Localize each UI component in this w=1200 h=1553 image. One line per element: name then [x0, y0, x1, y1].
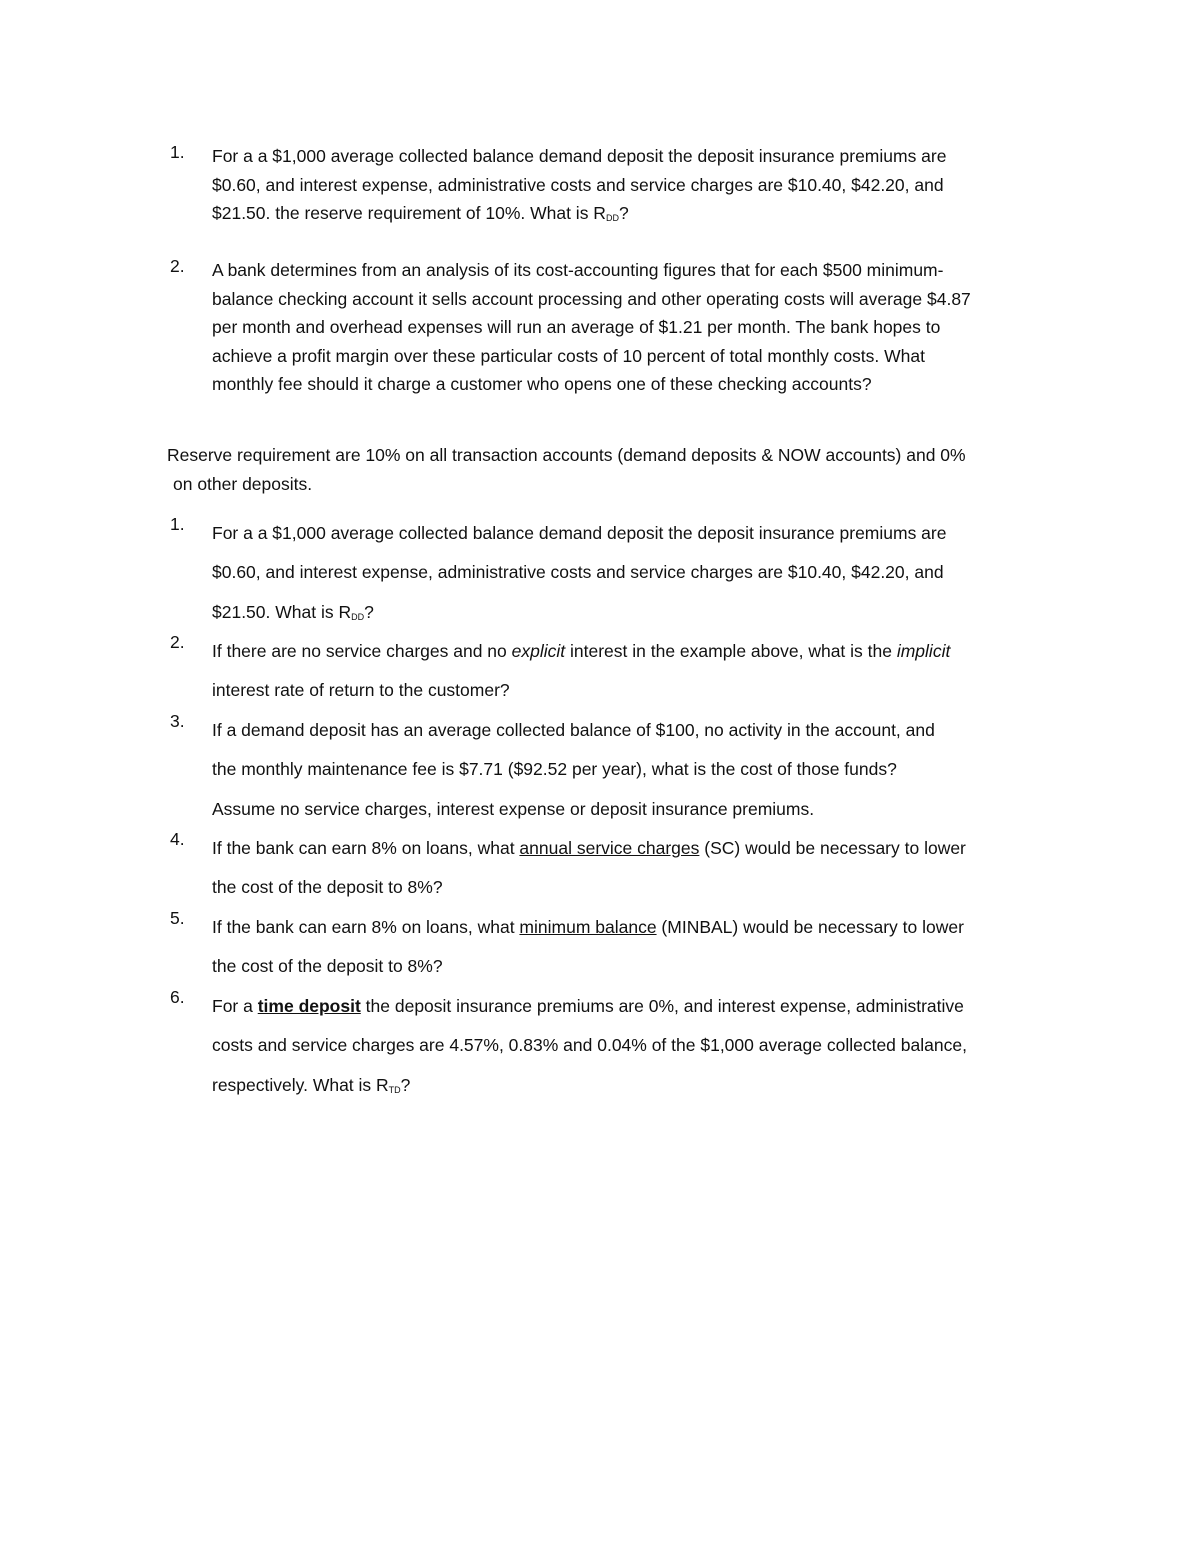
question-line [212, 829, 1072, 868]
paragraph-line: on other deposits. [173, 474, 313, 494]
question-text [212, 142, 1072, 231]
question-text [212, 711, 1072, 829]
question-line [212, 987, 1072, 1026]
question-line: the cost of the deposit to 8%? [212, 956, 443, 977]
question-number: 4. [170, 829, 185, 849]
question-line: monthly fee should it charge a customer who opens one of these checking accounts? [212, 374, 872, 394]
question-line: $0.60, and interest expense, administrative costs and service charges are $10.40, $42.20, and [212, 174, 944, 195]
question-line [212, 199, 1072, 231]
question-number: 2. [170, 256, 185, 276]
question-line-text: (SC) would be necessary to lower [699, 838, 966, 858]
question-line: For a a $1,000 average collected balance demand deposit the deposit insurance premiums are [212, 523, 947, 543]
bold-underlined-term: time deposit [257, 996, 361, 1016]
question-line-text: $21.50. What is R [212, 601, 352, 622]
subscript: DD [605, 213, 619, 223]
underlined-term: minimum balance [519, 917, 657, 937]
question-line: the monthly maintenance fee is $7.71 ($92.52 per year), what is the cost of those funds? [212, 759, 897, 780]
question-line-text: the deposit insurance premiums are 0%, and interest expense, administrative [360, 996, 964, 1016]
question-line [212, 593, 1072, 635]
question-number: 6. [170, 987, 185, 1007]
question-line-text: For a [212, 996, 258, 1016]
question-line-text: If the bank can earn 8% on loans, what [212, 917, 520, 937]
question-text [212, 632, 1072, 711]
question-text [212, 908, 1072, 987]
question-line-text: respectively. What is R [212, 1074, 389, 1095]
reserve-requirement-paragraph [167, 441, 1067, 499]
subscript: TD [388, 1084, 401, 1095]
question-line [212, 908, 1072, 947]
emphasis-implicit: implicit [896, 641, 951, 661]
question-line: balance checking account it sells account processing and other operating costs will average $4.87 [212, 288, 971, 309]
question-line-text: If there are no service charges and no [212, 641, 512, 661]
underlined-term: annual service charges [519, 838, 700, 858]
question-line-text: $21.50. the reserve requirement of 10%. What is R [212, 203, 606, 223]
question-number: 3. [170, 711, 185, 731]
question-number: 1. [170, 514, 185, 534]
question-mark: ? [618, 203, 629, 223]
subscript: DD [351, 611, 365, 622]
question-line: A bank determines from an analysis of its cost-accounting figures that for each $500 minimum- [212, 260, 944, 280]
question-line: per month and overhead expenses will run an average of $1.21 per month. The bank hopes to [212, 317, 941, 337]
question-line: For a a $1,000 average collected balance demand deposit the deposit insurance premiums are [212, 146, 947, 166]
question-line: the cost of the deposit to 8%? [212, 877, 443, 898]
question-number: 1. [170, 142, 185, 162]
question-text [212, 987, 1072, 1108]
question-line: achieve a profit margin over these particular costs of 10 percent of total monthly costs. What [212, 345, 925, 366]
question-line: $0.60, and interest expense, administrative costs and service charges are $10.40, $42.20, and [212, 562, 944, 583]
question-number: 2. [170, 632, 185, 652]
question-line: costs and service charges are 4.57%, 0.83% and 0.04% of the $1,000 average collected balance, [212, 1035, 967, 1056]
question-text [212, 256, 1072, 399]
question-mark: ? [364, 601, 374, 622]
question-line: Assume no service charges, interest expense or deposit insurance premiums. [212, 798, 815, 819]
question-number: 5. [170, 908, 185, 928]
question-mark: ? [400, 1074, 411, 1095]
question-line-text: If the bank can earn 8% on loans, what [212, 838, 520, 858]
question-line-text: (MINBAL) would be necessary to lower [656, 917, 964, 937]
question-text [212, 829, 1072, 908]
paragraph-line: Reserve requirement are 10% on all transaction accounts (demand deposits & NOW accounts) and 0% [167, 445, 966, 465]
emphasis-explicit: explicit [511, 641, 566, 661]
question-line [212, 632, 1072, 671]
question-text [212, 514, 1072, 635]
question-line: interest rate of return to the customer? [212, 680, 510, 701]
question-line [212, 1066, 1072, 1108]
question-line-text: interest in the example above, what is the [565, 641, 897, 661]
question-line: If a demand deposit has an average collected balance of $100, no activity in the account, and [212, 720, 935, 740]
